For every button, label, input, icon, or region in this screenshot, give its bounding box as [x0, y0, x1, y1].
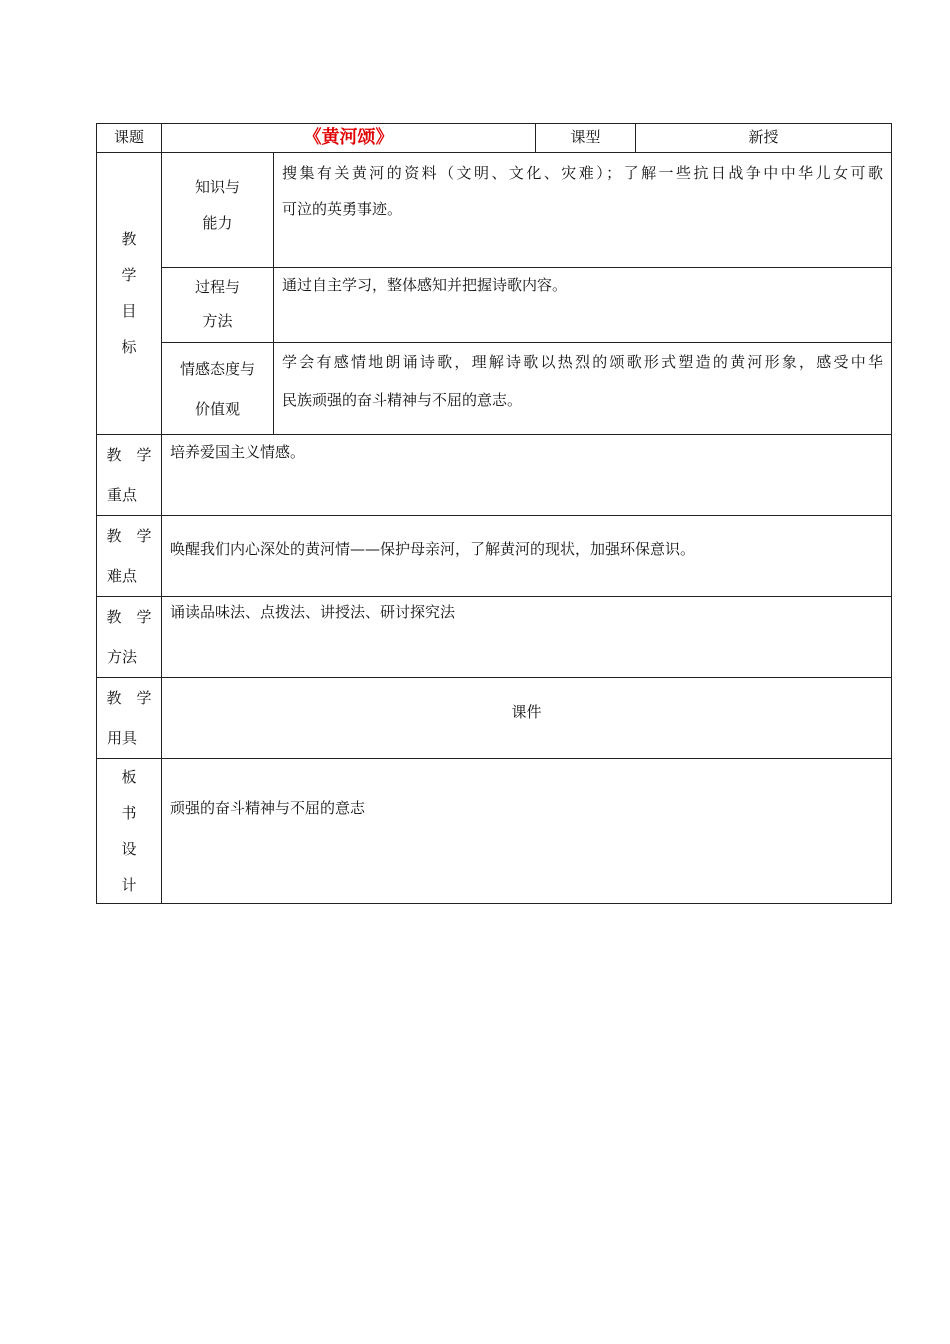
goal-process-row — [97, 267, 892, 342]
goal-emotion-row — [97, 342, 892, 434]
board-label-char: 板 — [121, 767, 137, 786]
board-label-char: 计 — [121, 875, 137, 894]
emotion-label: 情感态度与 价值观 — [162, 342, 274, 434]
tools-row — [97, 677, 892, 758]
lesson-title: 《黄河颂》 — [162, 124, 536, 153]
difficulties-text: 唤醒我们内心深处的黄河情——保护母亲河，了解黄河的现状，加强环保意识。 — [162, 515, 892, 596]
difficulties-row — [97, 515, 892, 596]
knowledge-label: 知识与 能力 — [162, 152, 274, 267]
board-label-char: 设 — [121, 839, 137, 858]
goals-label — [97, 152, 162, 434]
board-label-char: 书 — [121, 803, 137, 822]
lesson-plan-table — [96, 123, 892, 904]
type-value: 新授 — [636, 124, 892, 153]
emotion-text: 学会有感情地朗诵诗歌，理解诗歌以热烈的颂歌形式塑造的黄河形象，感受中华 民族顽强的奋斗精神与不屈的意志。 — [274, 342, 892, 434]
goal-knowledge-row — [97, 152, 892, 267]
goals-label-char: 学 — [121, 266, 137, 285]
key-points-text: 培养爱国主义情感。 — [162, 434, 892, 515]
methods-label: 教 学 方法 — [97, 596, 162, 677]
board-label — [97, 758, 162, 903]
tools-text: 课件 — [162, 677, 892, 758]
goals-label-char: 目 — [121, 302, 137, 321]
knowledge-text: 搜集有关黄河的资料（文明、文化、灾难）；了解一些抗日战争中中华儿女可歌 可泣的英勇事迹。 — [274, 152, 892, 267]
key-points-label: 教 学 重点 — [97, 434, 162, 515]
board-row — [97, 758, 892, 903]
process-label: 过程与 方法 — [162, 267, 274, 342]
key-points-row — [97, 434, 892, 515]
type-label: 课型 — [536, 124, 636, 153]
topic-label: 课题 — [97, 124, 162, 153]
goals-label-char: 标 — [121, 338, 137, 357]
tools-label: 教 学 用具 — [97, 677, 162, 758]
header-row — [97, 124, 892, 153]
methods-row — [97, 596, 892, 677]
methods-text: 诵读品味法、点拨法、讲授法、研讨探究法 — [162, 596, 892, 677]
board-text: 顽强的奋斗精神与不屈的意志 — [162, 758, 892, 903]
process-text: 通过自主学习，整体感知并把握诗歌内容。 — [274, 267, 892, 342]
goals-label-char: 教 — [121, 230, 137, 249]
difficulties-label: 教 学 难点 — [97, 515, 162, 596]
